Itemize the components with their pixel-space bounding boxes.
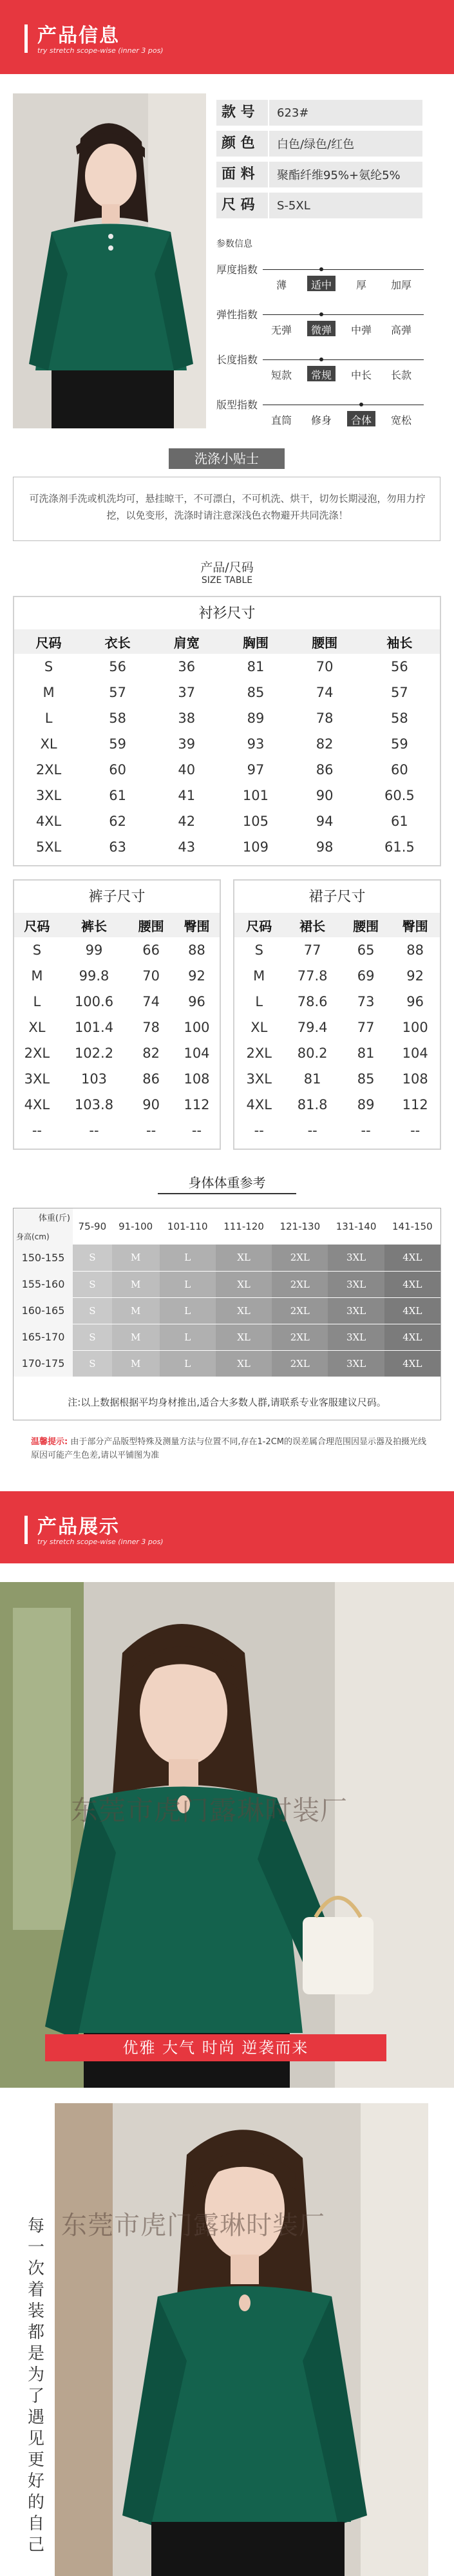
table-row bbox=[14, 808, 440, 834]
size-cell: S bbox=[73, 1350, 112, 1377]
measure-cell: 103 bbox=[80, 1071, 108, 1087]
weight-header: 141-150 bbox=[384, 1208, 440, 1245]
banner-bar bbox=[24, 24, 28, 53]
measure-cell: 73 bbox=[357, 994, 375, 1009]
measure-cell: 89 bbox=[247, 711, 265, 726]
corner-cell bbox=[14, 1208, 73, 1245]
table-caption: 衬衫尺寸 bbox=[198, 606, 256, 622]
index-marker bbox=[359, 403, 363, 406]
product-photo-display-2 bbox=[0, 2103, 454, 2576]
table-row bbox=[14, 1092, 220, 1118]
measure-cell: 100 bbox=[402, 1020, 428, 1035]
warm-tip-label: 温馨提示: bbox=[31, 1437, 68, 1447]
size-cell: XL bbox=[216, 1245, 272, 1271]
spec-value: 聚酯纤维95%+氨纶5% bbox=[277, 169, 401, 182]
measure-cell: 78 bbox=[316, 711, 334, 726]
table-row bbox=[14, 783, 440, 808]
index-option: 中弹 bbox=[350, 324, 372, 336]
size-cell: M bbox=[112, 1324, 160, 1350]
watermark: 东莞市虎门露琳时装厂 bbox=[61, 2211, 325, 2240]
measure-cell: 77 bbox=[357, 1020, 375, 1035]
spec-key: 面 料 bbox=[216, 162, 269, 187]
index-scale-line bbox=[263, 269, 424, 270]
measure-cell: 65 bbox=[357, 942, 375, 958]
measure-cell: 108 bbox=[184, 1071, 210, 1087]
table-row bbox=[14, 654, 440, 680]
measure-cell: 41 bbox=[178, 788, 196, 803]
size-cell: M bbox=[31, 968, 43, 984]
weight-header: 121-130 bbox=[272, 1208, 328, 1245]
measure-cell: 59 bbox=[109, 736, 126, 752]
table-caption: 裤子尺寸 bbox=[88, 889, 146, 905]
measure-cell: 74 bbox=[142, 994, 160, 1009]
measure-cell: 86 bbox=[142, 1071, 160, 1087]
size-cell: XL bbox=[216, 1324, 272, 1350]
table-row bbox=[234, 963, 440, 989]
size-cell: 2XL bbox=[272, 1297, 328, 1324]
measure-cell: 101.4 bbox=[74, 1020, 114, 1035]
height-header: 150-155 bbox=[14, 1245, 73, 1271]
measure-cell: 93 bbox=[247, 736, 265, 752]
measure-cell: -- bbox=[361, 1123, 371, 1138]
column-header: 袖长 bbox=[386, 634, 413, 651]
size-cell: 2XL bbox=[272, 1271, 328, 1297]
measure-cell: 81 bbox=[357, 1045, 375, 1061]
shirt-table-grid bbox=[14, 629, 440, 860]
measure-cell: 85 bbox=[357, 1071, 375, 1087]
measure-cell: 42 bbox=[178, 814, 196, 829]
banner-subtitle: try stretch scope-wise (inner 3 pos) bbox=[37, 1538, 164, 1546]
size-cell: 3XL bbox=[24, 1071, 50, 1087]
size-cell: S bbox=[73, 1271, 112, 1297]
column-header: 衣长 bbox=[104, 634, 131, 651]
body-ref-underline bbox=[158, 1193, 296, 1194]
measure-cell: 74 bbox=[316, 685, 334, 700]
spec-key: 尺 码 bbox=[216, 193, 269, 218]
measure-cell: -- bbox=[410, 1123, 421, 1138]
measure-cell: 81 bbox=[303, 1071, 321, 1087]
size-cell: 2XL bbox=[272, 1324, 328, 1350]
table-row bbox=[14, 989, 220, 1015]
measure-cell: 79.4 bbox=[297, 1020, 328, 1035]
measure-cell: 103.8 bbox=[74, 1097, 114, 1112]
measure-cell: -- bbox=[146, 1123, 156, 1138]
size-cell: M bbox=[112, 1245, 160, 1271]
index-label: 版型指数 bbox=[216, 399, 258, 411]
product-photo-main bbox=[13, 93, 206, 428]
size-cell: S bbox=[254, 942, 263, 958]
measure-cell: 57 bbox=[390, 685, 408, 700]
size-cell: XL bbox=[216, 1271, 272, 1297]
measure-cell: 82 bbox=[316, 736, 334, 752]
index-option: 长款 bbox=[390, 369, 411, 381]
table-row bbox=[14, 1245, 440, 1271]
size-cell: XL bbox=[40, 736, 57, 752]
table-row bbox=[14, 1350, 440, 1377]
size-cell: L bbox=[160, 1324, 216, 1350]
measure-cell: 88 bbox=[188, 942, 205, 958]
wash-box bbox=[13, 477, 440, 541]
section-banner-display bbox=[0, 1491, 454, 1563]
measure-cell: 56 bbox=[390, 659, 408, 674]
table-row bbox=[14, 1118, 220, 1143]
index-option: 直筒 bbox=[270, 414, 292, 426]
measure-cell: 104 bbox=[402, 1045, 428, 1061]
size-cell: S bbox=[32, 942, 42, 958]
size-cell: L bbox=[255, 994, 263, 1009]
column-header: 腰围 bbox=[353, 918, 379, 934]
body-ref-table bbox=[14, 1208, 440, 1377]
size-cell: 2XL bbox=[24, 1045, 50, 1061]
table-row bbox=[14, 731, 440, 757]
measure-cell: 43 bbox=[178, 839, 196, 855]
table-row bbox=[234, 937, 440, 963]
column-header: 尺码 bbox=[35, 634, 62, 651]
size-cell: 3XL bbox=[328, 1297, 384, 1324]
measure-cell: 86 bbox=[316, 762, 334, 778]
column-header: 腰围 bbox=[138, 918, 164, 934]
spec-row-style bbox=[216, 100, 422, 126]
measure-cell: 100 bbox=[184, 1020, 210, 1035]
height-header: 160-165 bbox=[14, 1297, 73, 1324]
size-cell: 4XL bbox=[35, 814, 62, 829]
size-cell: L bbox=[160, 1297, 216, 1324]
size-cell: M bbox=[112, 1271, 160, 1297]
table-row bbox=[14, 680, 440, 705]
size-cell: 3XL bbox=[328, 1324, 384, 1350]
weight-axis-label: 体重(斤) bbox=[38, 1214, 70, 1223]
size-cell: XL bbox=[28, 1020, 46, 1035]
measure-cell: 112 bbox=[402, 1097, 428, 1112]
measure-cell: 98 bbox=[316, 839, 334, 855]
body-ref-box bbox=[13, 1208, 441, 1420]
measure-cell: 58 bbox=[109, 711, 126, 726]
measure-cell: 92 bbox=[188, 968, 205, 984]
measure-cell: 37 bbox=[178, 685, 196, 700]
skirt-table-grid bbox=[234, 913, 440, 1143]
size-cell: 4XL bbox=[24, 1097, 50, 1112]
size-cell: 2XL bbox=[246, 1045, 272, 1061]
measure-cell: 80.2 bbox=[297, 1045, 328, 1061]
measure-cell: 101 bbox=[242, 788, 269, 803]
table-row bbox=[234, 1040, 440, 1066]
index-option: 高弹 bbox=[390, 324, 411, 336]
size-cell: 3XL bbox=[246, 1071, 272, 1087]
size-cell: S bbox=[44, 659, 53, 674]
index-option: 修身 bbox=[310, 414, 332, 426]
size-header-title: 产品/尺码 bbox=[200, 560, 254, 575]
column-header: 臀围 bbox=[184, 918, 210, 934]
measure-cell: 99.8 bbox=[79, 968, 109, 984]
height-header: 170-175 bbox=[14, 1350, 73, 1377]
height-axis-label: 身高(cm) bbox=[16, 1232, 50, 1241]
spec-row-color bbox=[216, 131, 422, 157]
measure-cell: 112 bbox=[184, 1097, 210, 1112]
measure-cell: 61 bbox=[109, 788, 126, 803]
banner-bar bbox=[24, 1516, 28, 1544]
index-option: 常规 bbox=[310, 369, 332, 381]
size-cell: L bbox=[160, 1271, 216, 1297]
index-option: 厚 bbox=[355, 279, 366, 291]
measure-cell: -- bbox=[307, 1123, 317, 1138]
index-option: 薄 bbox=[276, 279, 287, 291]
weight-header: 111-120 bbox=[216, 1208, 272, 1245]
size-cell: 2XL bbox=[272, 1245, 328, 1271]
measure-cell: 100.6 bbox=[74, 994, 114, 1009]
table-row bbox=[14, 937, 220, 963]
weight-header: 91-100 bbox=[112, 1208, 160, 1245]
measure-cell: 62 bbox=[109, 814, 126, 829]
skirt-size-table bbox=[233, 879, 441, 1150]
spec-key: 颜 色 bbox=[216, 131, 269, 157]
size-cell: 3XL bbox=[328, 1350, 384, 1377]
shirt-size-table bbox=[13, 596, 441, 866]
table-row bbox=[14, 1040, 220, 1066]
size-cell: L bbox=[160, 1245, 216, 1271]
index-option: 合体 bbox=[350, 414, 372, 426]
column-header: 胸围 bbox=[242, 634, 269, 651]
pants-table-grid bbox=[14, 913, 220, 1143]
measure-cell: 57 bbox=[109, 685, 126, 700]
measure-cell: 38 bbox=[178, 711, 196, 726]
table-row bbox=[14, 757, 440, 783]
column-header: 裤长 bbox=[81, 918, 107, 934]
measure-cell: 81.8 bbox=[297, 1097, 328, 1112]
index-option: 微弹 bbox=[310, 324, 332, 336]
size-cell: S bbox=[73, 1297, 112, 1324]
measure-cell: 59 bbox=[390, 736, 408, 752]
measure-cell: 81 bbox=[247, 659, 265, 674]
index-scale-line bbox=[263, 314, 424, 315]
size-cell: L bbox=[160, 1350, 216, 1377]
index-label: 弹性指数 bbox=[216, 309, 258, 321]
measure-cell: 82 bbox=[142, 1045, 160, 1061]
index-label: 长度指数 bbox=[216, 354, 258, 366]
table-row bbox=[14, 963, 220, 989]
table-row bbox=[234, 1118, 440, 1143]
measure-cell: 78.6 bbox=[297, 994, 328, 1009]
measure-cell: 60 bbox=[390, 762, 408, 778]
column-header: 臀围 bbox=[402, 918, 428, 934]
index-option: 宽松 bbox=[390, 414, 411, 426]
measure-cell: 66 bbox=[142, 942, 160, 958]
body-ref-note: 注:以上数据根据平均身材推出,适合大多数人群,请联系专业客服建议尺码。 bbox=[68, 1397, 386, 1408]
index-marker bbox=[319, 358, 323, 361]
measure-cell: 102.2 bbox=[74, 1045, 114, 1061]
wash-text: 可洗涤剂手洗或机洗均可，悬挂晾干，不可漂白，不可机洗、烘干，切勿长期浸泡，勿用力拧挖，以免变形，洗涤时请注意深浅色衣物避开共同洗涤！ bbox=[29, 493, 426, 521]
section-banner-info bbox=[0, 0, 454, 74]
size-cell: 2XL bbox=[35, 762, 62, 778]
measure-cell: 77 bbox=[303, 942, 321, 958]
spec-value: S-5XL bbox=[277, 198, 310, 213]
warm-tip bbox=[31, 1435, 430, 1462]
size-cell: L bbox=[44, 711, 53, 726]
table-row bbox=[14, 705, 440, 731]
weight-header: 75-90 bbox=[73, 1208, 112, 1245]
spec-key: 款 号 bbox=[216, 100, 269, 126]
column-header: 裙长 bbox=[299, 918, 326, 934]
column-header: 肩宽 bbox=[173, 634, 200, 651]
size-cell: 3XL bbox=[328, 1271, 384, 1297]
table-row bbox=[234, 1092, 440, 1118]
height-header: 155-160 bbox=[14, 1271, 73, 1297]
measure-cell: 60 bbox=[109, 762, 126, 778]
size-cell: XL bbox=[251, 1020, 268, 1035]
params-title: 参数信息 bbox=[216, 239, 252, 249]
size-cell: 4XL bbox=[384, 1245, 440, 1271]
size-cell: M bbox=[112, 1350, 160, 1377]
measure-cell: 77.8 bbox=[297, 968, 328, 984]
column-header: 尺码 bbox=[24, 918, 50, 934]
measure-cell: 105 bbox=[242, 814, 269, 829]
spec-value: 白色/绿色/红色 bbox=[277, 138, 355, 151]
index-option: 适中 bbox=[310, 279, 332, 291]
table-row bbox=[14, 1015, 220, 1040]
index-marker bbox=[319, 267, 323, 271]
size-cell: 4XL bbox=[246, 1097, 272, 1112]
table-row bbox=[234, 989, 440, 1015]
measure-cell: 96 bbox=[188, 994, 205, 1009]
measure-cell: 39 bbox=[178, 736, 196, 752]
measure-cell: 61.5 bbox=[384, 839, 415, 855]
index-label: 厚度指数 bbox=[216, 263, 258, 276]
warm-tip-text: 由于部分产品版型特殊及测量方法与位置不同,存在1-2CM的误差属合理范围因显示器及拍摄光线原因可能产生色差,请以平铺图为准 bbox=[31, 1437, 427, 1460]
column-header: 尺码 bbox=[246, 918, 272, 934]
size-cell: XL bbox=[216, 1297, 272, 1324]
index-option: 加厚 bbox=[390, 279, 411, 291]
index-option: 中长 bbox=[350, 369, 372, 381]
slogan-banner: 优雅 大气 时尚 逆袭而来 bbox=[45, 2034, 386, 2061]
body-ref-title: 身体体重参考 bbox=[188, 1175, 266, 1190]
size-cell: 5XL bbox=[35, 839, 62, 855]
table-row bbox=[14, 1324, 440, 1350]
measure-cell: 109 bbox=[242, 839, 269, 855]
measure-cell: 94 bbox=[316, 814, 334, 829]
size-cell: 4XL bbox=[384, 1350, 440, 1377]
size-cell: S bbox=[73, 1324, 112, 1350]
table-row bbox=[14, 1297, 440, 1324]
size-cell: -- bbox=[254, 1123, 264, 1138]
watermark: 东莞市虎门露琳时装厂 bbox=[71, 1795, 348, 1826]
index-option: 无弹 bbox=[270, 324, 292, 336]
size-cell: 3XL bbox=[328, 1245, 384, 1271]
size-cell: 4XL bbox=[384, 1297, 440, 1324]
table-row bbox=[234, 1066, 440, 1092]
measure-cell: 99 bbox=[85, 942, 103, 958]
index-scale-line bbox=[263, 359, 424, 360]
column-header: 腰围 bbox=[312, 634, 338, 651]
measure-cell: 78 bbox=[142, 1020, 160, 1035]
size-cell: M bbox=[112, 1297, 160, 1324]
size-cell: -- bbox=[32, 1123, 42, 1138]
table-caption: 裙子尺寸 bbox=[308, 889, 366, 905]
measure-cell: 89 bbox=[357, 1097, 375, 1112]
size-cell: M bbox=[253, 968, 265, 984]
weight-header: 131-140 bbox=[328, 1208, 384, 1245]
banner-subtitle: try stretch scope-wise (inner 3 pos) bbox=[37, 46, 164, 55]
banner-title: 产品信息 bbox=[37, 24, 120, 47]
measure-cell: 70 bbox=[316, 659, 334, 674]
measure-cell: 69 bbox=[357, 968, 375, 984]
measure-cell: 60.5 bbox=[384, 788, 415, 803]
size-cell: 2XL bbox=[272, 1350, 328, 1377]
measure-cell: 58 bbox=[390, 711, 408, 726]
measure-cell: 63 bbox=[109, 839, 126, 855]
size-cell: M bbox=[43, 685, 55, 700]
pants-size-table bbox=[13, 879, 221, 1150]
wash-tag: 洗涤小贴士 bbox=[169, 448, 285, 469]
weight-header: 101-110 bbox=[160, 1208, 216, 1245]
measure-cell: 85 bbox=[247, 685, 265, 700]
height-header: 165-170 bbox=[14, 1324, 73, 1350]
spec-row-fabric bbox=[216, 162, 422, 187]
table-row bbox=[14, 1271, 440, 1297]
measure-cell: -- bbox=[191, 1123, 202, 1138]
index-marker bbox=[319, 312, 323, 316]
vertical-slogan: 每一次着装都是为了遇见更好的自己 bbox=[27, 2217, 44, 2555]
measure-cell: 90 bbox=[316, 788, 334, 803]
measure-cell: 61 bbox=[390, 814, 408, 829]
size-cell: 4XL bbox=[384, 1271, 440, 1297]
measure-cell: 36 bbox=[178, 659, 196, 674]
spec-row-size bbox=[216, 193, 422, 218]
table-row bbox=[14, 834, 440, 860]
size-cell: S bbox=[73, 1245, 112, 1271]
size-cell: 3XL bbox=[35, 788, 62, 803]
measure-cell: 70 bbox=[142, 968, 160, 984]
banner-title: 产品展示 bbox=[37, 1516, 120, 1538]
measure-cell: 40 bbox=[178, 762, 196, 778]
size-header-subtitle: SIZE TABLE bbox=[201, 575, 253, 586]
measure-cell: -- bbox=[89, 1123, 99, 1138]
spec-value: 623# bbox=[277, 106, 309, 120]
product-photo-display-1 bbox=[0, 1582, 454, 2088]
table-row bbox=[14, 1066, 220, 1092]
measure-cell: 97 bbox=[247, 762, 265, 778]
measure-cell: 90 bbox=[142, 1097, 160, 1112]
size-cell: XL bbox=[216, 1350, 272, 1377]
measure-cell: 96 bbox=[406, 994, 424, 1009]
size-cell: 4XL bbox=[384, 1324, 440, 1350]
table-row bbox=[234, 1015, 440, 1040]
size-cell: L bbox=[33, 994, 41, 1009]
measure-cell: 108 bbox=[402, 1071, 428, 1087]
measure-cell: 88 bbox=[406, 942, 424, 958]
measure-cell: 92 bbox=[406, 968, 424, 984]
measure-cell: 56 bbox=[109, 659, 126, 674]
measure-cell: 104 bbox=[184, 1045, 210, 1061]
index-option: 短款 bbox=[270, 369, 292, 381]
